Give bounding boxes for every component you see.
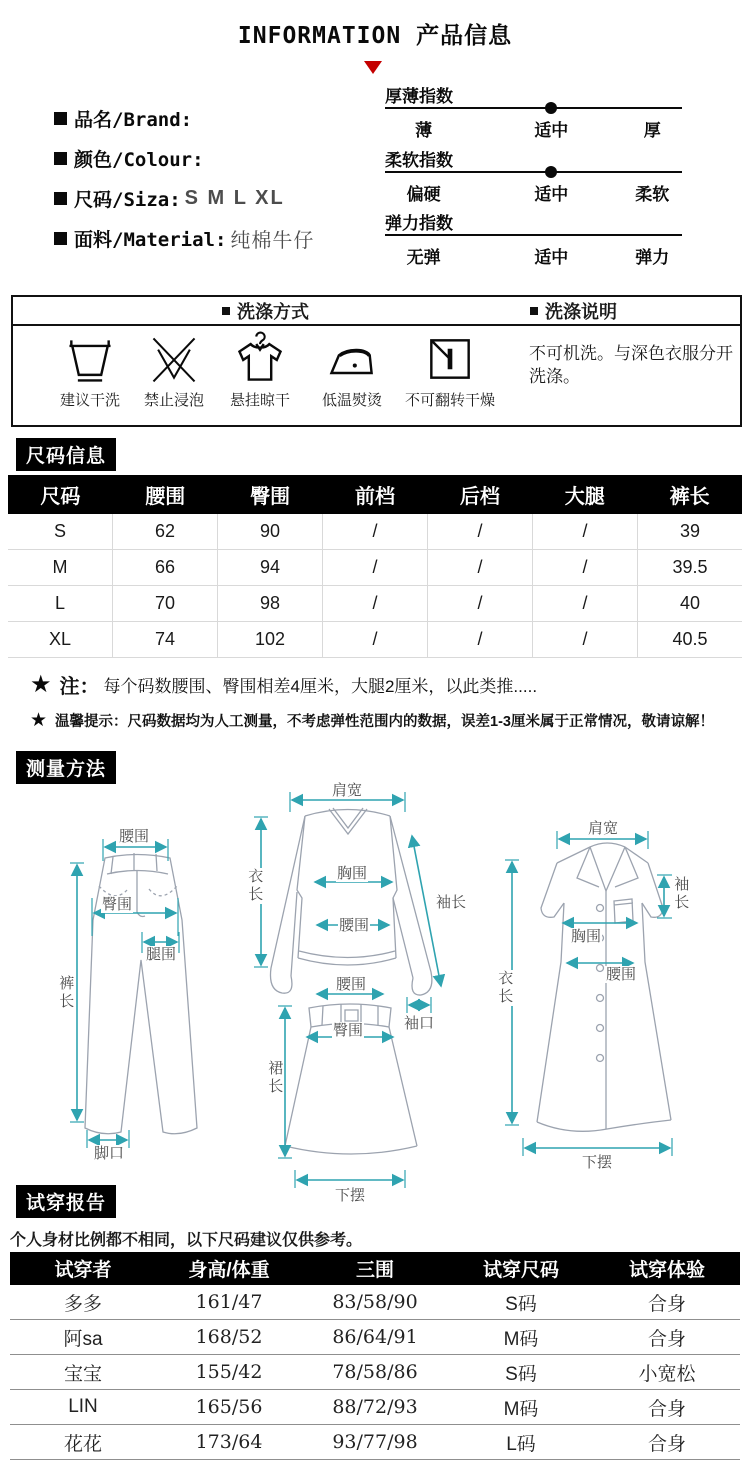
hem-label: 下摆 xyxy=(582,1154,613,1171)
shoulder-label: 肩宽 xyxy=(332,782,363,799)
washing-method-title: 洗涤方式 xyxy=(237,301,309,322)
fitting-table-header-row xyxy=(10,1252,740,1285)
dress-measurement-diagram xyxy=(495,790,745,1190)
cell: / xyxy=(533,586,638,621)
col-header: 臀围 xyxy=(250,486,291,508)
cell: L码 xyxy=(506,1433,536,1455)
bullet-square-icon xyxy=(54,192,67,205)
softness-slider-dot xyxy=(545,166,557,178)
bullet-square-icon xyxy=(54,152,67,165)
cell: 168/52 xyxy=(195,1326,263,1348)
scale-label: 无弹 xyxy=(406,248,441,267)
laundry-symbol xyxy=(124,331,224,410)
no-soak-icon xyxy=(146,331,202,387)
cell: 102 xyxy=(218,622,323,657)
col-header: 身高/体重 xyxy=(188,1260,270,1281)
skirt-hem-label: 下摆 xyxy=(335,1187,366,1204)
cell: / xyxy=(533,622,638,657)
cell: M码 xyxy=(503,1328,539,1350)
cell: LIN xyxy=(68,1396,98,1417)
softness-index xyxy=(385,146,682,206)
cell: M码 xyxy=(503,1398,539,1420)
cell: 66 xyxy=(113,550,218,585)
no-tumble-dry-icon xyxy=(422,331,478,387)
skirt-hip-label: 臀围 xyxy=(333,1022,364,1039)
cell: 70 xyxy=(113,586,218,621)
cell: / xyxy=(323,514,428,549)
cell: / xyxy=(323,622,428,657)
cell: L xyxy=(8,586,113,621)
cell: 小宽松 xyxy=(638,1363,696,1385)
bullet-square-icon xyxy=(54,232,67,245)
table-row xyxy=(8,514,742,550)
material-value: 纯棉牛仔 xyxy=(230,227,315,252)
cell: 合身 xyxy=(647,1328,686,1350)
cell: 多多 xyxy=(63,1293,102,1315)
thickness-index-title: 厚薄指数 xyxy=(385,87,453,106)
cell: / xyxy=(533,550,638,585)
star-icon: ★ xyxy=(30,710,48,731)
laundry-symbol-label: 不可翻转干燥 xyxy=(404,392,495,409)
laundry-symbol xyxy=(210,331,310,410)
washing-note-header xyxy=(518,297,750,324)
scale-label: 厚 xyxy=(643,121,661,140)
size-label: 尺码/Siza: xyxy=(74,188,181,211)
stretch-slider-track xyxy=(385,234,682,236)
softness-index-title: 柔软指数 xyxy=(385,151,453,170)
col-header: 裤长 xyxy=(669,486,710,508)
top-waist-label: 腰围 xyxy=(339,917,370,934)
fitting-table xyxy=(10,1252,740,1460)
scale-label: 弹力 xyxy=(635,248,670,267)
dress-outline-svg xyxy=(495,790,745,1190)
cell: S xyxy=(8,514,113,549)
table-row xyxy=(10,1425,740,1460)
laundry-symbol xyxy=(302,331,402,410)
product-info-brand xyxy=(54,106,384,130)
laundry-symbol xyxy=(400,331,500,410)
low-temp-iron-icon xyxy=(324,331,380,387)
dry-clean-suggested-icon xyxy=(62,331,118,387)
shoulder-label: 肩宽 xyxy=(588,820,619,837)
cell: 78/58/86 xyxy=(332,1361,418,1383)
col-header: 试穿体验 xyxy=(628,1260,705,1281)
laundry-symbol-label: 建议干洗 xyxy=(59,392,120,409)
cell: XL xyxy=(8,622,113,657)
waist-label: 腰围 xyxy=(606,966,637,983)
top-skirt-measurement-diagram xyxy=(245,770,470,1210)
thigh-label: 腿围 xyxy=(146,946,177,963)
waist-label: 腰围 xyxy=(119,828,150,845)
size-value: S M L XL xyxy=(184,186,285,209)
cell: 合身 xyxy=(647,1433,686,1455)
fitting-intro-text: 个人身材比例都不相同，以下尺码建议仅供参考。 xyxy=(10,1232,363,1249)
note-text: 温馨提示：尺码数据均为人工测量，不考虑弹性范围内的数据，误差1-3厘米属于正常情况，敬请谅解！ xyxy=(55,714,714,730)
pants-length-label: 裤长 xyxy=(57,975,75,1011)
col-header: 腰围 xyxy=(145,486,186,508)
cell: 合身 xyxy=(647,1398,686,1420)
cell: 165/56 xyxy=(195,1396,263,1418)
scale-label: 薄 xyxy=(415,121,433,140)
cell: 161/47 xyxy=(195,1291,263,1313)
cell: 74 xyxy=(113,622,218,657)
cell: 90 xyxy=(218,514,323,549)
col-header: 试穿尺码 xyxy=(482,1260,559,1281)
softness-slider-track xyxy=(385,171,682,173)
table-row xyxy=(8,586,742,622)
col-header: 尺码 xyxy=(40,486,81,508)
scale-label: 适中 xyxy=(534,248,569,267)
table-row xyxy=(8,622,742,658)
table-row xyxy=(10,1320,740,1355)
washing-note-title: 洗涤说明 xyxy=(545,301,617,322)
cell: 39 xyxy=(679,521,701,541)
size-table xyxy=(8,475,742,658)
col-header: 前档 xyxy=(355,486,395,508)
cell: 阿sa xyxy=(63,1328,103,1350)
scale-label: 偏硬 xyxy=(406,185,441,204)
fabric-index-panel xyxy=(385,82,682,272)
table-row xyxy=(8,550,742,586)
hang-dry-icon xyxy=(232,331,288,387)
size-table-header-row xyxy=(8,475,742,514)
note-text: 每个码数腰围、臀围相差4厘米，大腿2厘米，以此类推..... xyxy=(103,677,538,696)
measurement-method-badge: 测量方法 xyxy=(16,751,116,784)
product-info-material xyxy=(54,226,384,250)
laundry-symbol-label: 悬挂晾干 xyxy=(229,392,290,409)
bullet-square-icon xyxy=(530,307,538,315)
cuff-label: 袖口 xyxy=(404,1015,435,1032)
col-header: 试穿者 xyxy=(54,1260,112,1281)
bullet-square-icon xyxy=(222,307,230,315)
hip-label: 臀围 xyxy=(102,896,133,913)
red-triangle-marker-icon xyxy=(364,61,382,74)
star-icon: ★ xyxy=(30,671,52,698)
cell: 39.5 xyxy=(672,557,708,577)
page-title: INFORMATION 产品信息 xyxy=(237,23,513,49)
cell: 83/58/90 xyxy=(332,1291,418,1313)
skirt-length-label: 裙长 xyxy=(266,1060,284,1096)
stretch-scale-labels xyxy=(385,243,682,267)
cell: 173/64 xyxy=(195,1431,263,1453)
thickness-index xyxy=(385,82,682,142)
scale-label: 柔软 xyxy=(635,185,670,204)
stretch-index-title: 弹力指数 xyxy=(385,214,453,233)
softness-scale-labels xyxy=(385,180,682,204)
thickness-slider-track xyxy=(385,107,682,109)
col-header: 三围 xyxy=(355,1260,394,1281)
product-info-size xyxy=(54,186,384,210)
cell: 93/77/98 xyxy=(332,1431,418,1453)
stretch-index xyxy=(385,209,682,269)
material-label: 面料/Material: xyxy=(74,228,227,251)
colour-label: 颜色/Colour: xyxy=(74,148,204,171)
thickness-slider-dot xyxy=(545,102,557,114)
cell: 合身 xyxy=(647,1293,686,1315)
scale-label: 适中 xyxy=(534,185,569,204)
laundry-symbol-label: 低温熨烫 xyxy=(321,392,382,409)
top-length-label: 衣长 xyxy=(246,868,264,904)
table-row xyxy=(10,1285,740,1320)
cell: 62 xyxy=(113,514,218,549)
scale-label: 适中 xyxy=(534,121,569,140)
cell: M xyxy=(8,550,113,585)
bullet-square-icon xyxy=(54,112,67,125)
cell: / xyxy=(323,550,428,585)
washing-method-header xyxy=(13,297,518,324)
brand-label: 品名/Brand: xyxy=(74,108,193,131)
cell: 40.5 xyxy=(672,629,708,649)
cell: 86/64/91 xyxy=(332,1326,418,1348)
cell: / xyxy=(428,550,533,585)
washing-instructions-box xyxy=(11,295,742,427)
washing-header-row xyxy=(13,297,740,326)
fitting-report-badge: 试穿报告 xyxy=(16,1185,116,1218)
thickness-scale-labels xyxy=(385,116,682,140)
cell: / xyxy=(428,514,533,549)
cell: / xyxy=(428,622,533,657)
cell: 155/42 xyxy=(195,1361,263,1383)
skirt-waist-label: 腰围 xyxy=(336,976,367,993)
cell: / xyxy=(533,514,638,549)
cell: S码 xyxy=(505,1293,537,1315)
cell: 花花 xyxy=(63,1433,102,1455)
laundry-symbol-label: 禁止浸泡 xyxy=(143,392,204,409)
col-header: 后档 xyxy=(459,486,500,508)
product-info-colour xyxy=(54,146,384,170)
cell: / xyxy=(428,586,533,621)
bust-label: 胸围 xyxy=(571,928,602,945)
cell: / xyxy=(323,586,428,621)
cell: S码 xyxy=(505,1363,537,1385)
note-label: 注： xyxy=(59,676,100,698)
cell: 94 xyxy=(218,550,323,585)
sleeve-length-label: 袖长 xyxy=(672,876,690,912)
dress-length-label: 衣长 xyxy=(496,970,514,1006)
size-note-1 xyxy=(30,670,537,699)
col-header: 大腿 xyxy=(564,486,605,508)
washing-note-text: 不可机洗。与深色衣服分开洗涤。 xyxy=(529,344,733,386)
cell: 88/72/93 xyxy=(332,1396,418,1418)
table-row xyxy=(10,1390,740,1425)
sleeve-length-label: 袖长 xyxy=(436,894,467,911)
size-note-2 xyxy=(30,709,714,732)
bust-label: 胸围 xyxy=(337,865,368,882)
cell: 98 xyxy=(218,586,323,621)
cell: 宝宝 xyxy=(63,1363,102,1385)
table-row xyxy=(10,1355,740,1390)
size-info-badge: 尺码信息 xyxy=(16,438,116,471)
cell: 40 xyxy=(679,593,701,613)
leg-opening-label: 脚口 xyxy=(94,1145,125,1162)
